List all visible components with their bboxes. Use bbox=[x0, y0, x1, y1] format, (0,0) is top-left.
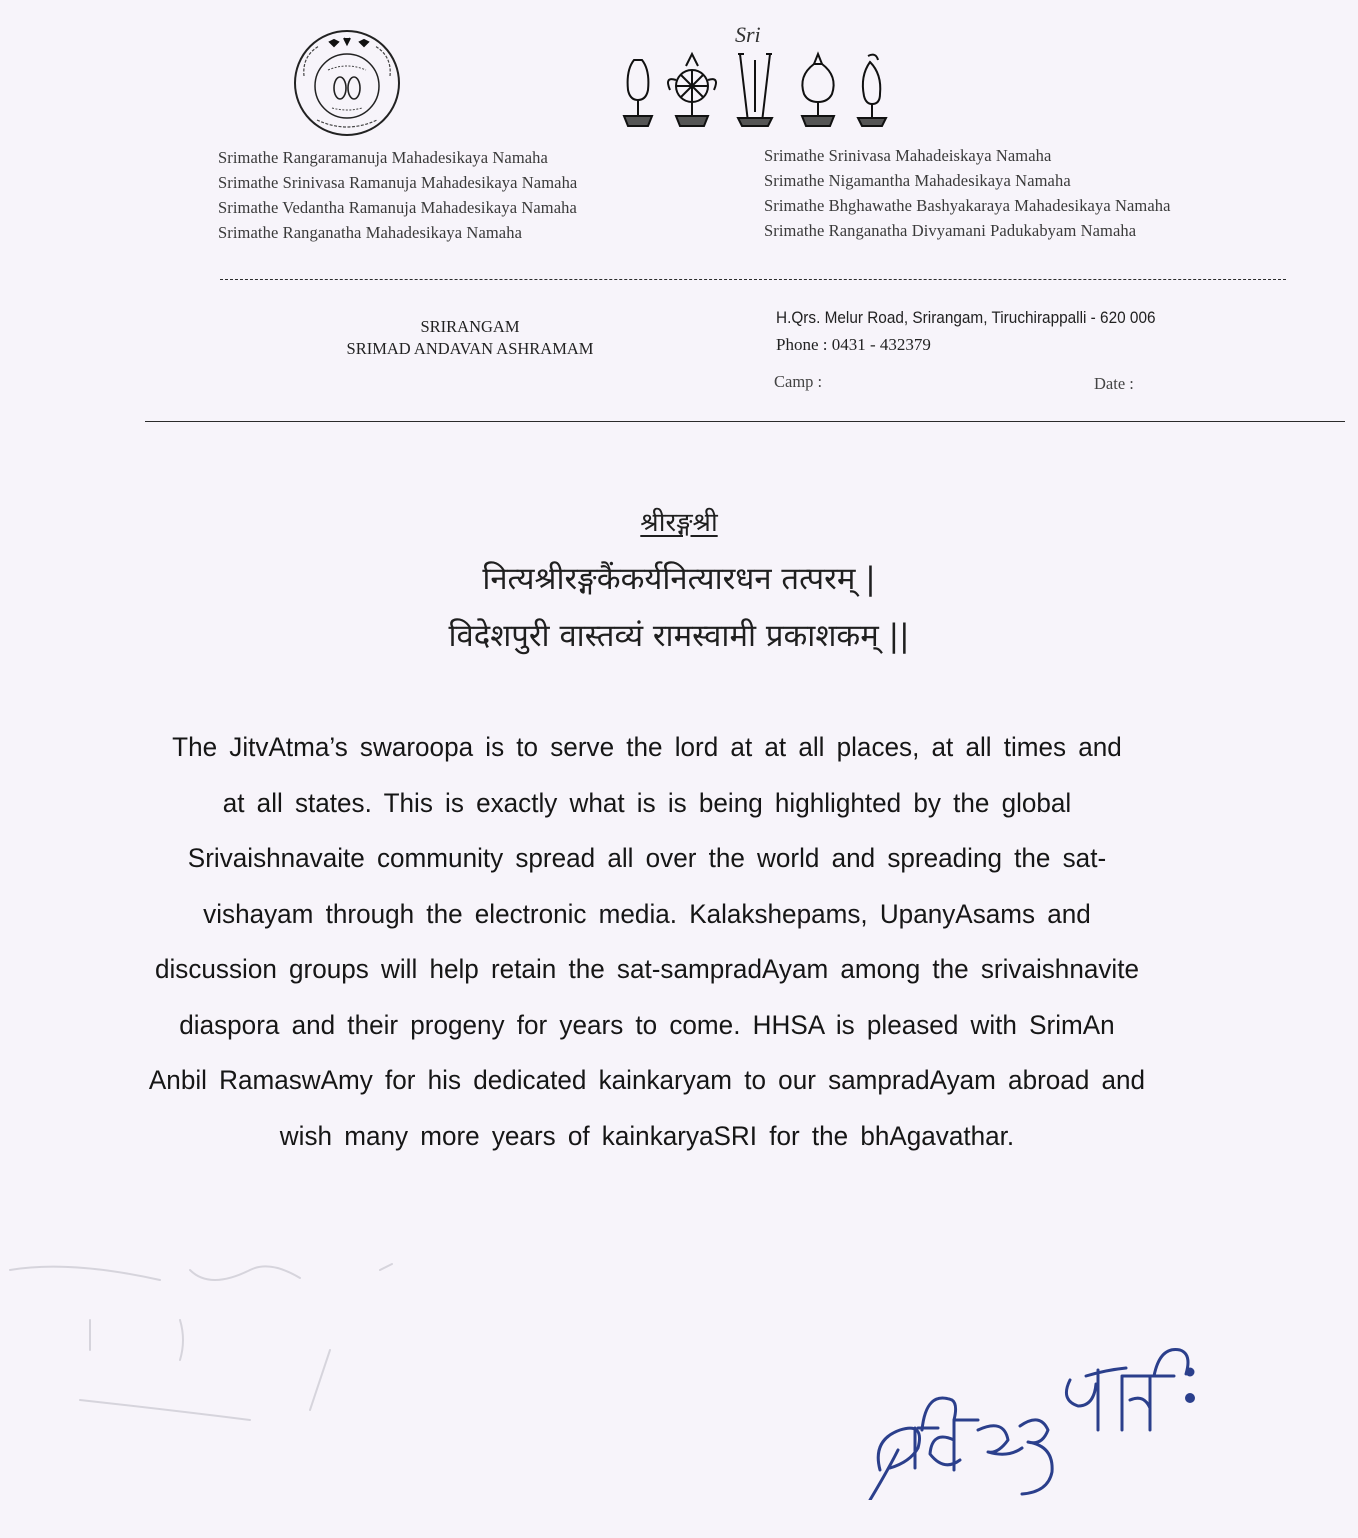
body-line: Srivaishnavaite community spread all over the world and spreading the sat- bbox=[187, 843, 1107, 873]
header-divider-top bbox=[220, 279, 1286, 280]
sri-label: Sri bbox=[735, 22, 761, 47]
verse-line-1: नित्यश्रीरङ्गकैंकर्यनित्यारधन तत्परम् | bbox=[482, 561, 876, 597]
header-divider-bottom bbox=[145, 421, 1345, 422]
invocations-right bbox=[764, 143, 1171, 243]
deity-figures-icon bbox=[612, 50, 902, 132]
verse-line-2: विदेशपुरी वास्तव्यं रामस्वामी प्रकाशकम् || bbox=[448, 618, 910, 654]
signature bbox=[860, 1310, 1300, 1500]
invocation-line: Srimathe Vedantha Ramanuja Mahadesikaya Namaha bbox=[218, 198, 577, 217]
invocation-line: Srimathe Ranganatha Mahadesikaya Namaha bbox=[218, 223, 522, 242]
address: H.Qrs. Melur Road, Srirangam, Tiruchirappalli - 620 006 bbox=[776, 309, 1156, 327]
invocation-line: Srimathe Bhghawathe Bashyakaraya Mahadesikaya Namaha bbox=[764, 196, 1171, 215]
body-line: diaspora and their progeny for years to come. HHSA is pleased with SrimAn bbox=[179, 1009, 1115, 1040]
invocation-line: Srimathe Srinivasa Mahadeiskaya Namaha bbox=[764, 146, 1052, 165]
org-line-1: SRIRANGAM bbox=[420, 317, 520, 336]
org-line-2: SRIMAD ANDAVAN ASHRAMAM bbox=[346, 339, 594, 358]
camp-label: Camp : bbox=[774, 372, 823, 391]
phone: Phone : 0431 - 432379 bbox=[776, 335, 931, 354]
body-line: wish many more years of kainkaryaSRI for the bhAgavathar. bbox=[279, 1120, 1015, 1151]
body-line: vishayam through the electronic media. Kalakshepams, UpanyAsams and bbox=[203, 898, 1091, 929]
letter-title: श्रीरङ्गश्री bbox=[640, 508, 718, 538]
invocations-left bbox=[218, 145, 577, 245]
invocation-line: Srimathe Ranganatha Divyamani Padukabyam Namaha bbox=[764, 221, 1137, 240]
body-line: discussion groups will help retain the sat-sampradAyam among the srivaishnavite bbox=[154, 954, 1139, 984]
seal-emblem-icon bbox=[292, 28, 402, 138]
invocation-line: Srimathe Rangaramanuja Mahadesikaya Namaha bbox=[218, 148, 548, 167]
organization-name bbox=[300, 316, 640, 360]
date-label: Date : bbox=[1094, 374, 1134, 393]
invocation-line: Srimathe Srinivasa Ramanuja Mahadesikaya Namaha bbox=[218, 173, 578, 192]
letter-body bbox=[55, 720, 1239, 1164]
body-line: The JitvAtma’s swaroopa is to serve the lord at at all places, at all times and bbox=[172, 732, 1122, 762]
body-line: Anbil RamaswAmy for his dedicated kainkaryam to our sampradAyam abroad and bbox=[148, 1065, 1146, 1095]
body-line: at all states. This is exactly what is is being highlighted by the global bbox=[222, 787, 1072, 818]
bleed-through-marks bbox=[0, 1240, 480, 1440]
invocation-line: Srimathe Nigamantha Mahadesikaya Namaha bbox=[764, 171, 1071, 190]
